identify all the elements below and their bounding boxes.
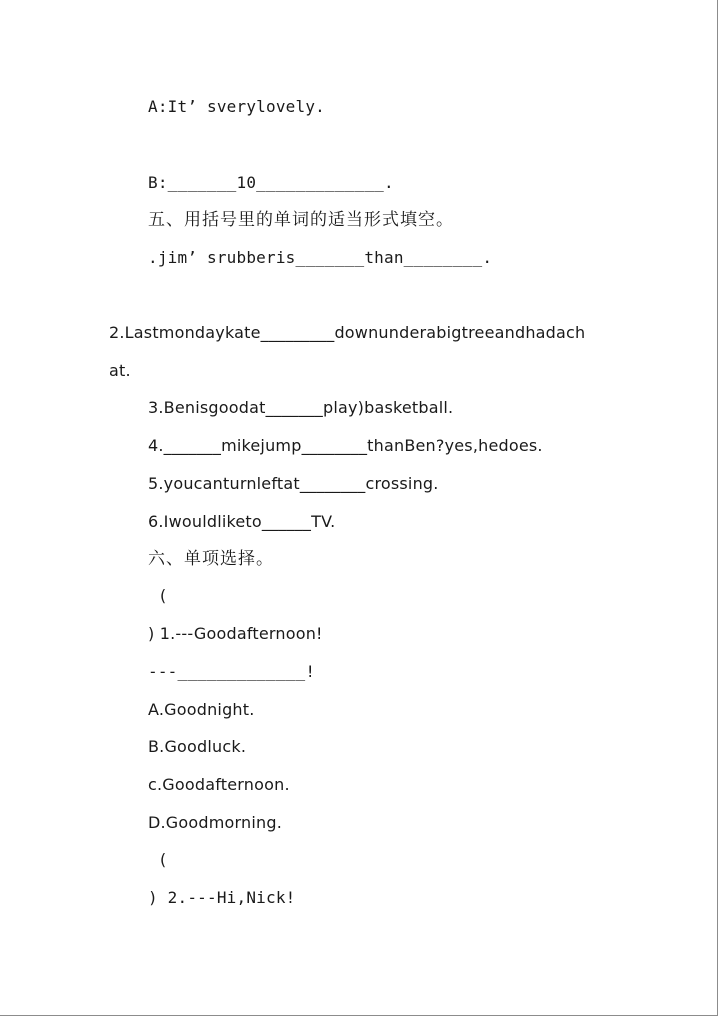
question-2-line-2: at. [109, 361, 131, 380]
question-jim: .jim’ srubberis_______than________. [148, 248, 493, 267]
mc-question-2: ) 2.---Hi,Nick! [148, 888, 296, 907]
paren-open-1: ( [158, 586, 168, 605]
mc-question-1: ) 1.---Goodafternoon! [148, 624, 323, 643]
question-3: 3.Benisgoodat_______play)basketball. [148, 398, 454, 417]
question-5: 5.youcanturnleftat________crossing. [148, 474, 439, 493]
section-five-heading: 五、用括号里的单词的适当形式填空。 [148, 210, 454, 230]
question-2-line-1: 2.Lastmondaykate_________downunderabigtreeandhadach [109, 323, 586, 342]
mc1-option-c: c.Goodafternoon. [148, 775, 290, 794]
dialogue-line-a: A:It’ sverylovely. [148, 97, 325, 116]
dialogue-line-b: B:_______10_____________. [148, 173, 394, 192]
mc1-option-a: A.Goodnight. [148, 700, 255, 719]
mc1-option-b: B.Goodluck. [148, 737, 247, 756]
section-six-heading: 六、单项选择。 [148, 549, 274, 569]
paren-open-2: ( [158, 850, 168, 869]
mc-answer-blank-1: ---_____________! [148, 662, 316, 681]
question-6: 6.Iwouldliketo______TV. [148, 512, 336, 531]
question-4: 4._______mikejump________thanBen?yes,hedoes. [148, 436, 543, 455]
mc1-option-d: D.Goodmorning. [148, 813, 282, 832]
